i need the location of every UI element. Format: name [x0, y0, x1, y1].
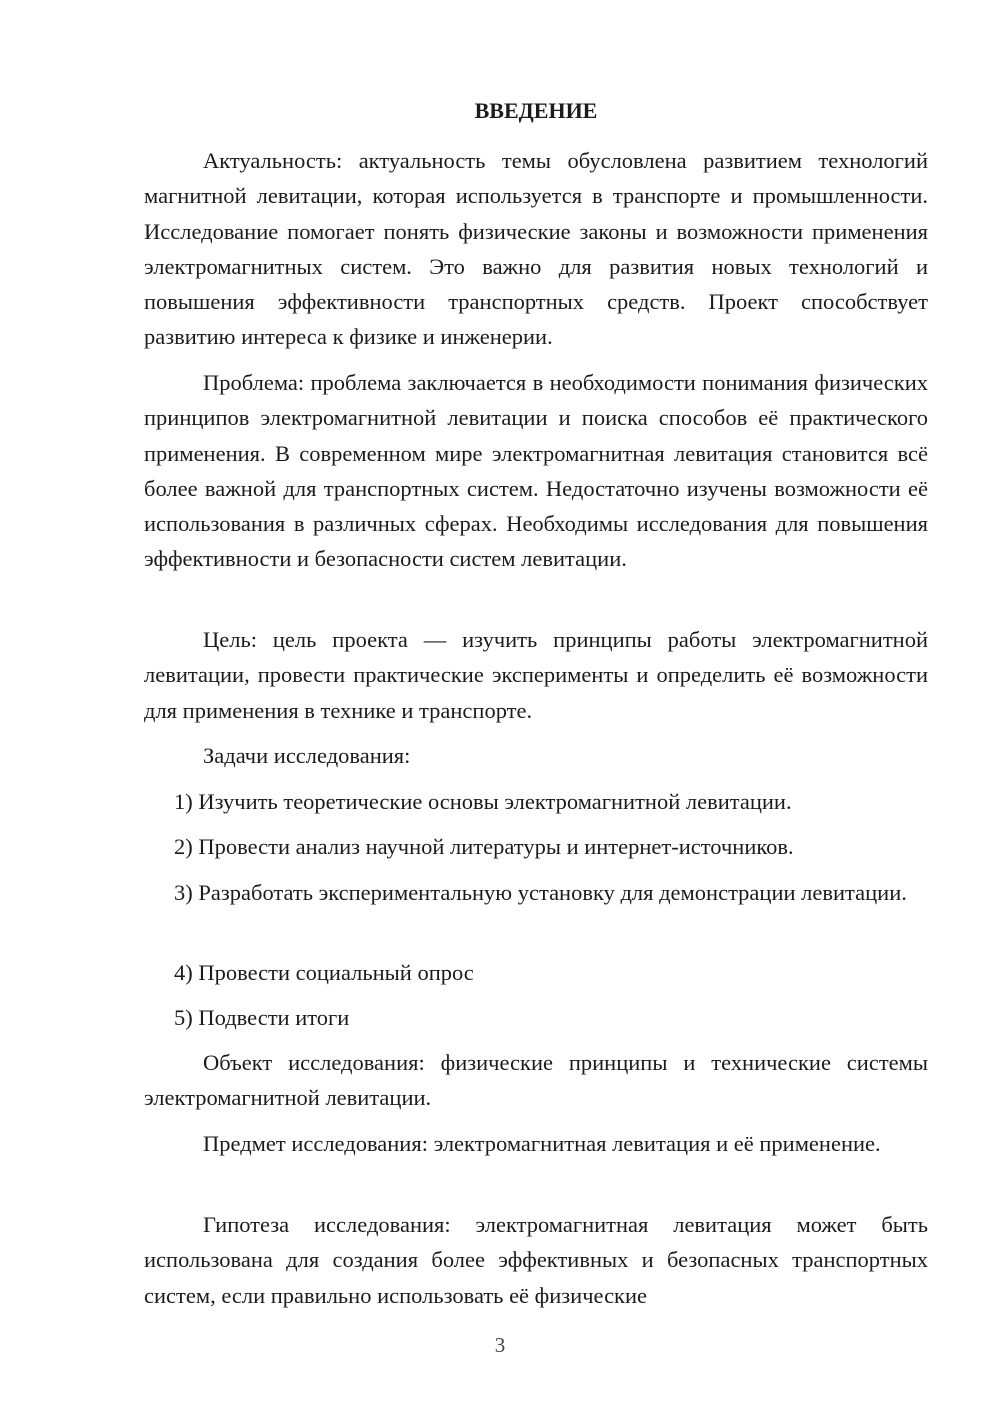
task-item: 2) Провести анализ научной литературы и интернет-источников.: [174, 834, 794, 859]
tasks-heading: Задачи исследования:: [203, 743, 411, 768]
object-paragraph: Объект исследования: физические принципы и технические системы электромагнитной левитации.: [144, 1050, 928, 1111]
task-item: 4) Провести социальный опрос: [174, 960, 474, 985]
page-number: 3: [494, 1333, 506, 1357]
problem-paragraph: Проблема: проблема заключается в необходимости понимания физических принципов электромагнитной левитации и поиска способов её практического применения. В современном мире электромагнитная левитация становится всё более важной для транспортных систем. Недостаточно изучены возможности её использования в различных сферах. Необходимы исследования для повышения эффективности и безопасности систем левитации.: [144, 370, 928, 572]
relevance-paragraph: Актуальность: актуальность темы обусловлена развитием технологий магнитной левитации, которая используется в транспорте и промышленности. Исследование помогает понять физические законы и возможности применения электромагнитных систем. Это важно для развития новых технологий и повышения эффективности транспортных средств. Проект способствует развитию интереса к физике и инженерии.: [144, 148, 928, 350]
hypothesis-paragraph: Гипотеза исследования: электромагнитная левитация может быть использована для создания более эффективных и безопасных транспортных систем, если правильно использовать её физические: [144, 1212, 928, 1308]
goal-paragraph: Цель: цель проекта — изучить принципы работы электромагнитной левитации, провести практические эксперименты и определить её возможности для применения в технике и транспорте.: [144, 627, 928, 723]
task-item: 5) Подвести итоги: [174, 1005, 350, 1030]
section-title: ВВЕДЕНИЕ: [474, 98, 598, 123]
subject-paragraph: Предмет исследования: электромагнитная левитация и её применение.: [203, 1131, 881, 1156]
task-item: 3) Разработать экспериментальную установку для демонстрации левитации.: [174, 880, 907, 905]
task-item: 1) Изучить теоретические основы электромагнитной левитации.: [174, 789, 792, 814]
